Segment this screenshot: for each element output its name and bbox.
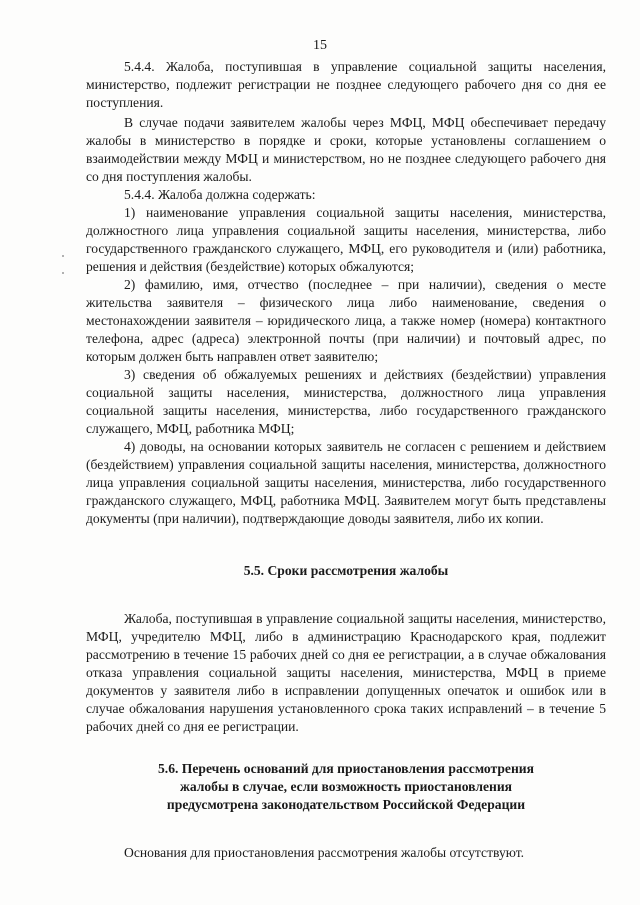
section-5-6-heading-line-3: предусмотрена законодательством Российской Федерации [166,797,526,812]
list-item-2: 2) фамилию, имя, отчество (последнее – при наличии), сведения о месте жительства заявителя – физического лица либо наименование, сведения о местонахождении заявителя – юридического лица, а также номер (номера) контактного телефона, адрес (адреса) электронной почты (при наличии) и почтовый адрес, по которым должен быть направлен ответ заявителю; [86,277,606,364]
document-body [86,58,606,862]
paragraph-complaint-contents: 5.4.4. Жалоба должна содержать: [124,187,316,202]
section-5-6-text: Основания для приостановления рассмотрения жалобы отсутствуют. [124,845,525,860]
paragraph-5-4-4-registration: 5.4.4. Жалоба, поступившая в управление социальной защиты населения, министерство, подлежит регистрации не позднее следующего рабочего дня со дня ее поступления. [86,59,606,110]
section-5-5-text: Жалоба, поступившая в управление социальной защиты населения, министерство, МФЦ, учредителю МФЦ, либо в администрацию Краснодарского края, подлежит рассмотрению в течение 15 рабочих дней со дня ее регистрации, а в случае обжалования отказа управления социальной защиты населения, министерства, МФЦ в приеме документов у заявителя либо в исправлении допущенных опечаток и ошибок или в случае обжалования нарушения установленного срока таких исправлений – в течение 5 рабочих дней со дня ее регистрации. [86,611,606,734]
scan-speck [62,255,64,257]
page-number: 15 [313,38,327,53]
section-5-6-heading-line-2: жалобы в случае, если возможность приостановления [179,779,513,794]
section-5-6-heading [86,760,606,814]
list-item-3: 3) сведения об обжалуемых решениях и действиях (бездействии) управления социальной защиты населения, министерства, должностного лица управления социальной защиты населения, министерства, либо государственного гражданского служащего, МФЦ, работника МФЦ; [86,367,606,436]
list-item-1: 1) наименование управления социальной защиты населения, министерства, должностного лица управления социальной защиты населения, министерства, либо государственного гражданского служащего, МФЦ, его руководителя и (или) работника, решения и действия (бездействие) которых обжалуются; [86,205,606,274]
list-item-4: 4) доводы, на основании которых заявитель не согласен с решением и действием (бездействием) управления социальной защиты населения, министерства, должностного лица управления социальной защиты населения, министерства, либо государственного гражданского служащего, МФЦ, работника МФЦ. Заявителем могут быть представлены документы (при наличии), подтверждающие доводы заявителя, либо их копии. [86,439,606,526]
paragraph-mfc-transfer: В случае подачи заявителем жалобы через МФЦ, МФЦ обеспечивает передачу жалобы в министерство в порядке и сроки, которые установлены соглашением о взаимодействии между МФЦ и министерством, но не позднее следующего рабочего дня со дня поступления жалобы. [86,115,606,184]
section-5-6-heading-line-1: 5.6. Перечень оснований для приостановления рассмотрения [158,761,534,776]
section-5-5-heading: 5.5. Сроки рассмотрения жалобы [243,563,449,578]
scan-speck [62,272,64,274]
